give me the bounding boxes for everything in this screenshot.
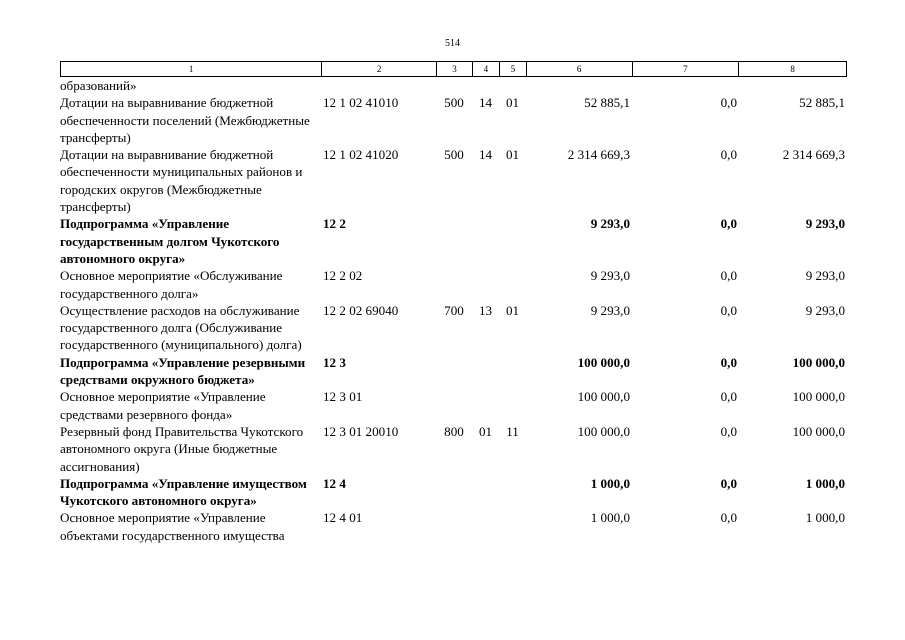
row-code: 12 4 01 bbox=[323, 510, 363, 526]
row-amount-6: 100 000,0 bbox=[577, 389, 630, 405]
row-amount-7: 0,0 bbox=[720, 95, 737, 111]
row-code: 12 1 02 41020 bbox=[323, 147, 399, 163]
row-name: Основное мероприятие «Управление объектами государственного имущества bbox=[60, 510, 285, 543]
row-code: 12 3 01 20010 bbox=[323, 423, 399, 439]
row-amount-8: 9 293,0 bbox=[805, 302, 845, 318]
table-row bbox=[60, 94, 847, 146]
row-name: Подпрограмма «Управление государственным долгом Чукотского автономного округа» bbox=[60, 216, 280, 266]
column-number-2: 2 bbox=[321, 62, 436, 76]
row-name: Основное мероприятие «Управление средствами резервного фонда» bbox=[60, 389, 266, 422]
row-amount-8: 1 000,0 bbox=[805, 510, 845, 526]
row-code: 12 1 02 41010 bbox=[323, 95, 399, 111]
row-amount-8: 52 885,1 bbox=[799, 95, 845, 111]
column-number-5: 5 bbox=[499, 62, 526, 76]
row-code: 12 3 01 bbox=[323, 389, 363, 405]
table-row bbox=[60, 77, 847, 94]
table-row bbox=[60, 423, 847, 475]
table-row-subprogram bbox=[60, 215, 847, 267]
row-amount-8: 1 000,0 bbox=[805, 475, 845, 491]
row-name: Резервный фонд Правительства Чукотского автономного округа (Иные бюджетные ассигнования) bbox=[60, 423, 304, 474]
row-col3: 700 bbox=[444, 302, 464, 318]
row-col4: 01 bbox=[478, 423, 493, 439]
row-amount-7: 0,0 bbox=[720, 510, 737, 526]
row-amount-7: 0,0 bbox=[720, 147, 737, 163]
table-column-numbers-header bbox=[60, 61, 847, 77]
budget-table-body bbox=[60, 77, 847, 544]
page-number: 514 bbox=[445, 38, 460, 49]
table-row-subprogram bbox=[60, 475, 847, 510]
row-code: 12 2 02 69040 bbox=[323, 302, 399, 318]
row-name: Подпрограмма «Управление резервными средствами окружного бюджета» bbox=[60, 354, 306, 388]
row-col5: 01 bbox=[505, 147, 520, 163]
row-amount-6: 9 293,0 bbox=[590, 302, 630, 318]
row-amount-6: 9 293,0 bbox=[590, 216, 630, 232]
row-col3: 500 bbox=[444, 95, 464, 111]
column-number-4: 4 bbox=[472, 62, 499, 76]
row-name: Осуществление расходов на обслуживание государственного долга (Обслуживание государственного (муниципального) долга) bbox=[60, 302, 302, 353]
row-code: 12 2 02 bbox=[323, 268, 363, 284]
row-amount-6: 9 293,0 bbox=[590, 268, 630, 284]
row-amount-7: 0,0 bbox=[720, 423, 737, 439]
table-row bbox=[60, 509, 847, 544]
table-row bbox=[60, 267, 847, 302]
row-col5: 11 bbox=[506, 423, 519, 439]
row-col4: 13 bbox=[478, 302, 493, 318]
row-col5: 01 bbox=[505, 95, 520, 111]
row-col3: 800 bbox=[444, 423, 464, 439]
row-name: Дотации на выравнивание бюджетной обеспеченности муниципальных районов и городских округов (Межбюджетные трансферты) bbox=[60, 147, 303, 215]
row-code: 12 3 bbox=[323, 354, 346, 370]
column-number-1: 1 bbox=[188, 64, 194, 74]
row-amount-8: 100 000,0 bbox=[792, 354, 845, 370]
row-amount-7: 0,0 bbox=[720, 216, 737, 232]
row-code: 12 2 bbox=[323, 216, 346, 232]
row-amount-6: 52 885,1 bbox=[584, 95, 630, 111]
row-amount-7: 0,0 bbox=[720, 302, 737, 318]
row-amount-8: 100 000,0 bbox=[792, 423, 845, 439]
row-amount-6: 1 000,0 bbox=[590, 475, 630, 491]
row-name: образований» bbox=[60, 78, 137, 93]
row-amount-6: 100 000,0 bbox=[577, 354, 630, 370]
row-name: Подпрограмма «Управление имуществом Чукотского автономного округа» bbox=[60, 475, 307, 509]
table-row bbox=[60, 302, 847, 354]
row-amount-6: 2 314 669,3 bbox=[567, 147, 630, 163]
column-number-3: 3 bbox=[436, 62, 472, 76]
row-amount-8: 2 314 669,3 bbox=[782, 147, 845, 163]
row-amount-8: 9 293,0 bbox=[805, 268, 845, 284]
row-amount-7: 0,0 bbox=[720, 389, 737, 405]
row-amount-6: 100 000,0 bbox=[577, 423, 630, 439]
row-amount-7: 0,0 bbox=[720, 354, 737, 370]
row-col4: 14 bbox=[478, 95, 493, 111]
column-number-8: 8 bbox=[738, 62, 846, 76]
row-code: 12 4 bbox=[323, 475, 346, 491]
row-col5: 01 bbox=[505, 302, 520, 318]
row-name: Дотации на выравнивание бюджетной обеспеченности поселений (Межбюджетные трансферты) bbox=[60, 95, 310, 145]
row-col3: 500 bbox=[444, 147, 464, 163]
row-amount-7: 0,0 bbox=[720, 268, 737, 284]
row-amount-8: 100 000,0 bbox=[792, 389, 845, 405]
column-number-6: 6 bbox=[526, 62, 632, 76]
table-row bbox=[60, 146, 847, 215]
row-amount-7: 0,0 bbox=[720, 475, 737, 491]
row-col4: 14 bbox=[478, 147, 493, 163]
row-amount-6: 1 000,0 bbox=[590, 510, 630, 526]
column-number-7: 7 bbox=[632, 62, 739, 76]
row-name: Основное мероприятие «Обслуживание государственного долга» bbox=[60, 268, 283, 301]
row-amount-8: 9 293,0 bbox=[805, 216, 845, 232]
table-row-subprogram bbox=[60, 354, 847, 389]
table-row bbox=[60, 388, 847, 423]
